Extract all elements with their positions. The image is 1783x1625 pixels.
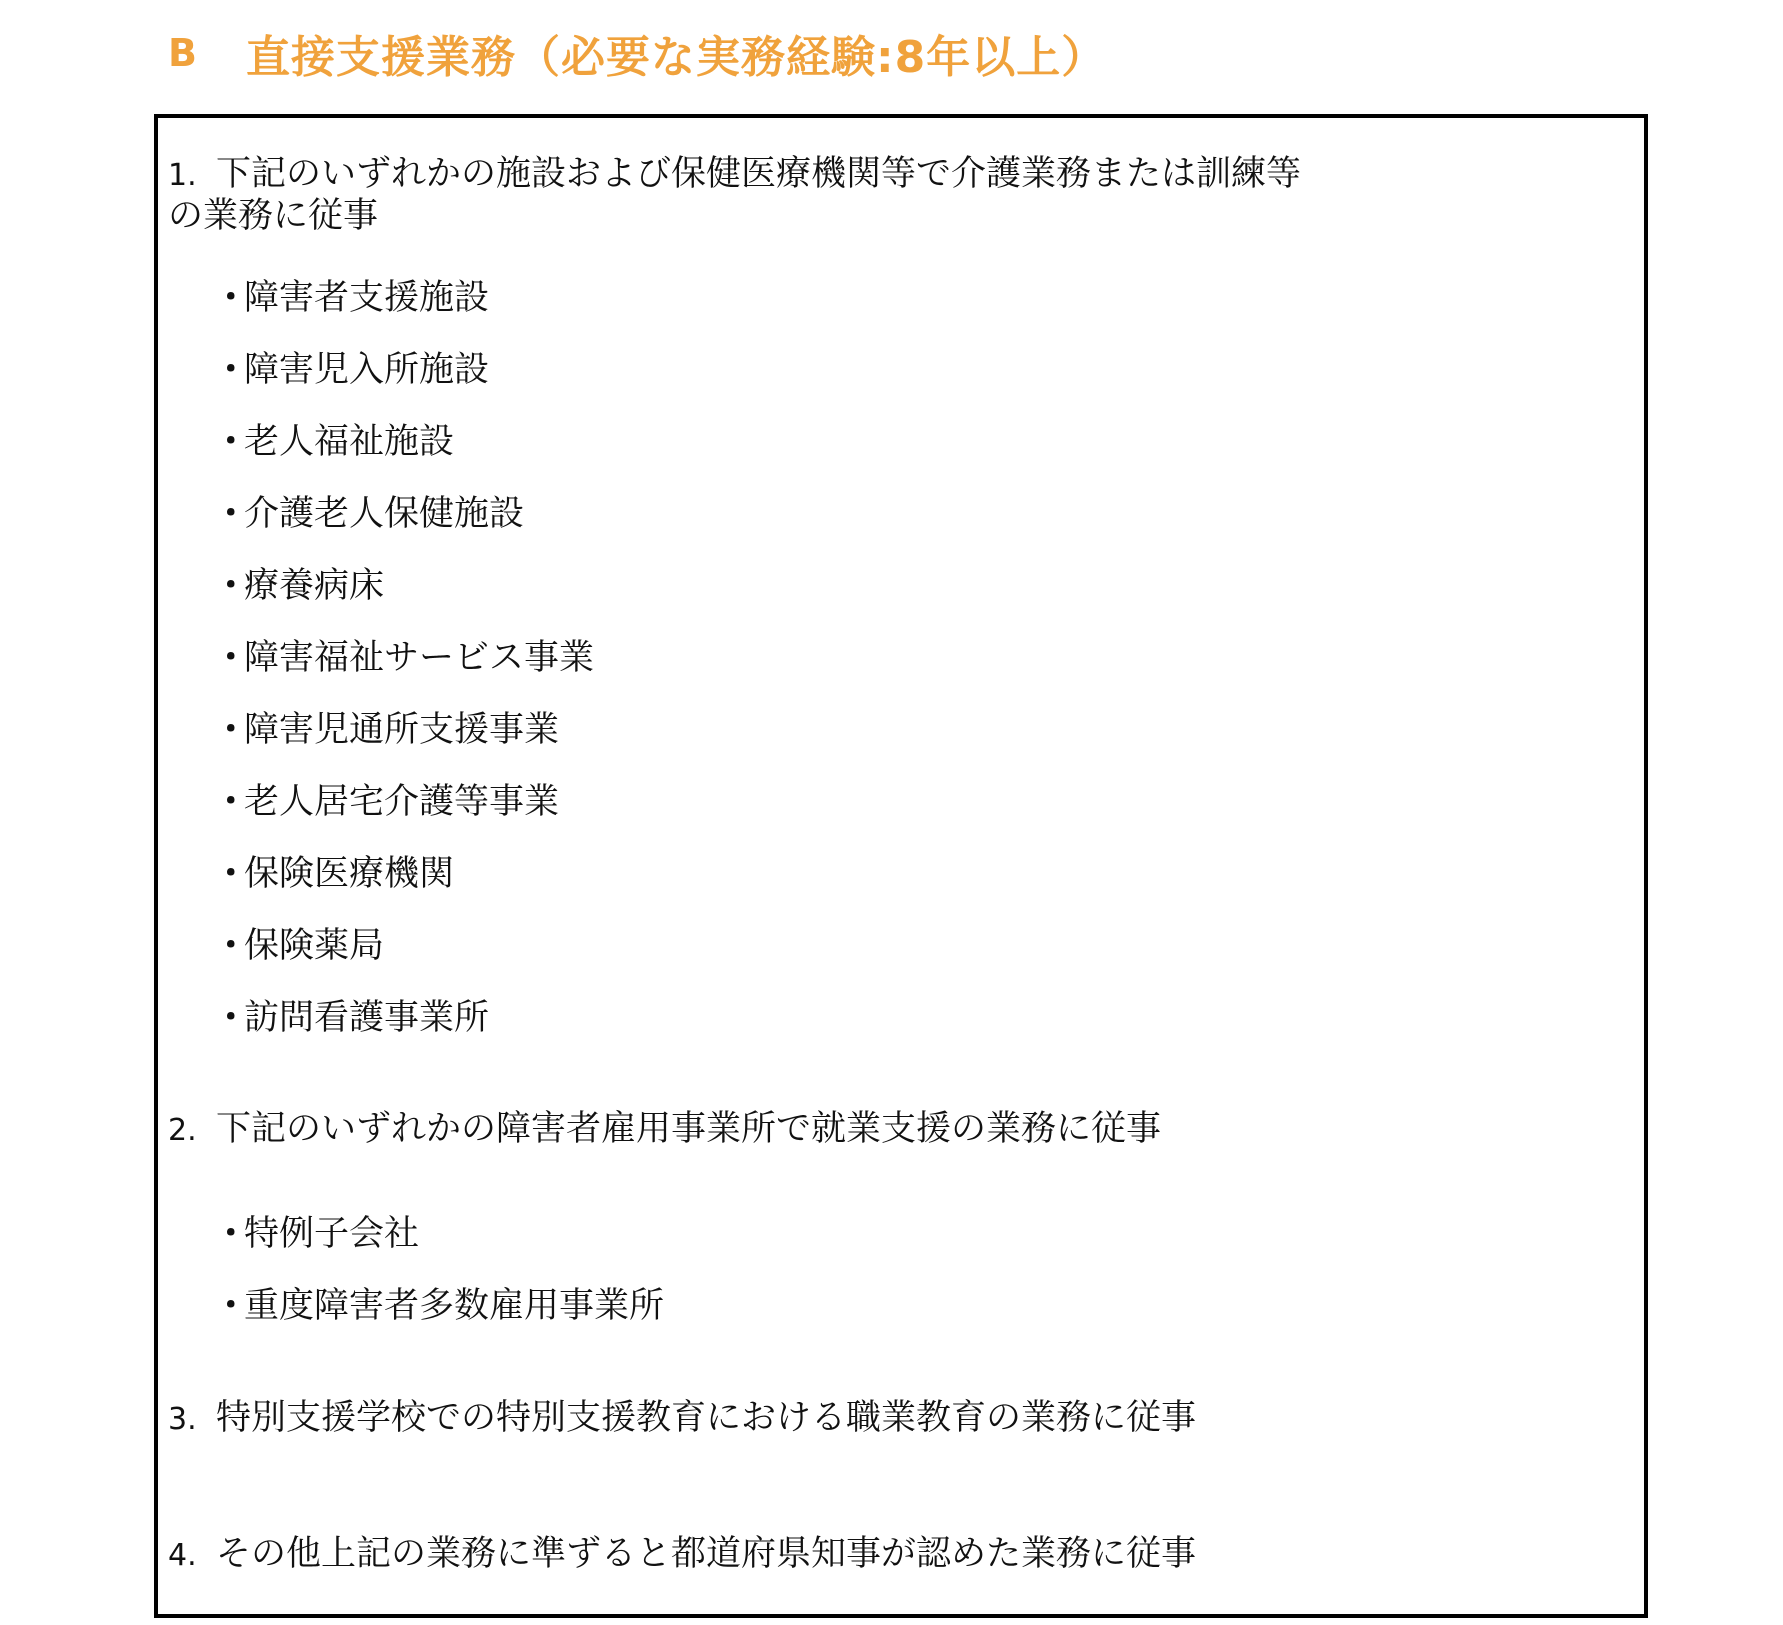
bullet-icon: ･ bbox=[222, 1286, 240, 1326]
bullet-icon: ･ bbox=[222, 710, 240, 750]
item-text: 下記のいずれかの施設および保健医療機関等で介護業務または訓練等 bbox=[216, 154, 1302, 194]
bullet-icon: ･ bbox=[222, 782, 240, 822]
section-title: 直接支援業務（必要な実務経験:8年以上） bbox=[246, 32, 1107, 83]
item-number: 3. bbox=[168, 1402, 197, 1437]
bullet-icon: ･ bbox=[222, 350, 240, 390]
bullet-icon: ･ bbox=[222, 638, 240, 678]
bullet-icon: ･ bbox=[222, 278, 240, 318]
list-item: ･ 老人居宅介護等事業 bbox=[222, 782, 560, 822]
item-number: 4. bbox=[168, 1538, 197, 1573]
item-1 bbox=[168, 153, 1301, 197]
list-item: ･ 障害者支援施設 bbox=[222, 278, 490, 318]
item-text: その他上記の業務に準ずると都道府県知事が認めた業務に従事 bbox=[216, 1534, 1197, 1574]
bullet-icon: ･ bbox=[222, 998, 240, 1038]
list-item: ･ 重度障害者多数雇用事業所 bbox=[222, 1286, 665, 1326]
item-number: 2. bbox=[168, 1113, 197, 1148]
item-4 bbox=[168, 1533, 1196, 1577]
list-item: ･ 障害福祉サービス事業 bbox=[222, 638, 595, 678]
item-2 bbox=[168, 1108, 1161, 1152]
section-letter: B bbox=[168, 31, 197, 75]
bullet-icon: ･ bbox=[222, 926, 240, 966]
list-item: ･ 障害児入所施設 bbox=[222, 350, 490, 390]
list-item: ･ 訪問看護事業所 bbox=[222, 998, 490, 1038]
bullet-icon: ･ bbox=[222, 1214, 240, 1254]
list-item: ･ 療養病床 bbox=[222, 566, 385, 606]
bullet-icon: ･ bbox=[222, 422, 240, 462]
item-text: 下記のいずれかの障害者雇用事業所で就業支援の業務に従事 bbox=[216, 1109, 1162, 1149]
list-item: ･ 障害児通所支援事業 bbox=[222, 710, 560, 750]
item-text: 特別支援学校での特別支援教育における職業教育の業務に従事 bbox=[216, 1398, 1197, 1438]
item-3 bbox=[168, 1397, 1196, 1441]
list-item: ･ 老人福祉施設 bbox=[222, 422, 455, 462]
bullet-icon: ･ bbox=[222, 566, 240, 606]
section-heading bbox=[168, 18, 1106, 88]
list-item: ･ 保険医療機関 bbox=[222, 854, 455, 894]
list-item: ･ 介護老人保健施設 bbox=[222, 494, 525, 534]
list-item: ･ 特例子会社 bbox=[222, 1214, 420, 1254]
list-item: ･ 保険薬局 bbox=[222, 926, 385, 966]
item-1-continuation: の業務に従事 bbox=[168, 196, 379, 236]
item-number: 1. bbox=[168, 158, 197, 193]
bullet-icon: ･ bbox=[222, 494, 240, 534]
bullet-icon: ･ bbox=[222, 854, 240, 894]
